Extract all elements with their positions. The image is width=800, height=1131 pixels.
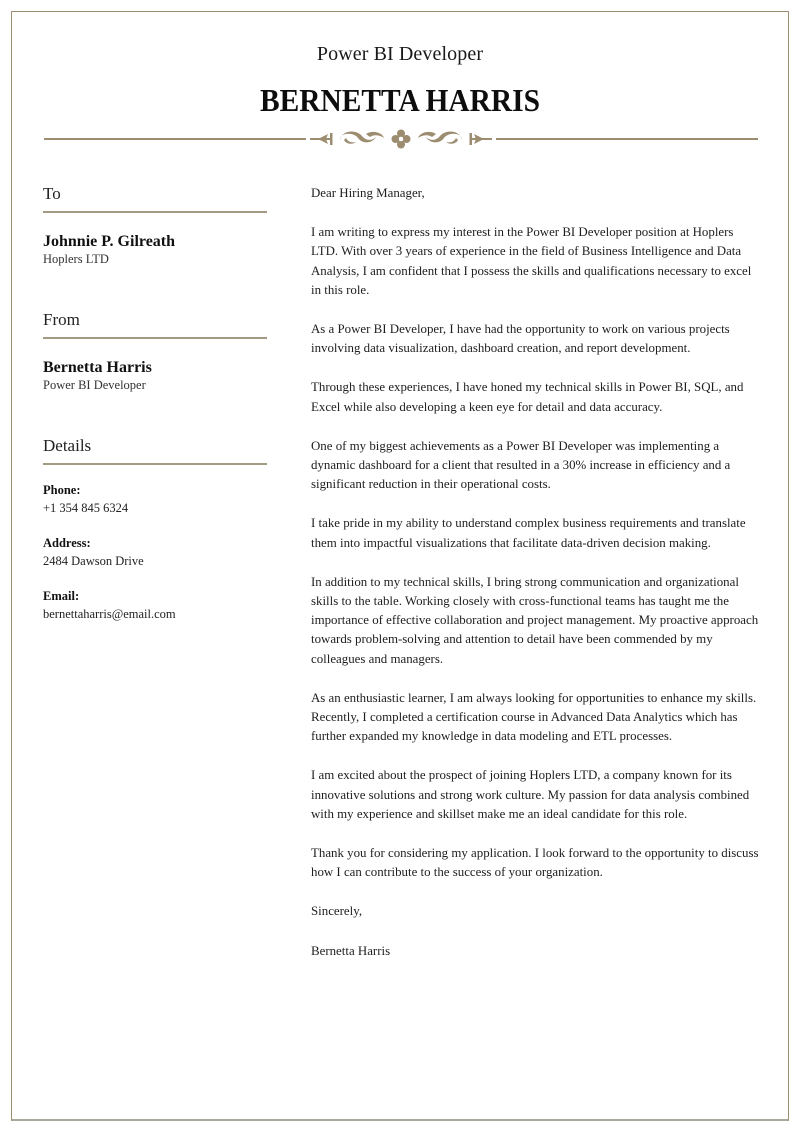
detail-label: Email: (43, 589, 80, 603)
flourish-divider-icon (310, 128, 492, 150)
recipient-section (43, 184, 267, 268)
letter-paragraph: I am writing to express my interest in the Power BI Developer position at Hoplers LTD. With over 3 years of experience in the field of Business Intelligence and Data Analysis, I am confident that I possess the skills and qualifications necessary to excel in this role. (311, 225, 752, 297)
email-value: bernettaharris@email.com (43, 607, 176, 621)
section-heading-to: To (43, 184, 267, 213)
letter-paragraph: As an enthusiastic learner, I am always looking for opportunities to enhance my skills. Recently, I completed a certification course in Advanced Data Analytics which has further expanded my knowledge in data modeling and ETL processes. (311, 690, 757, 744)
sender-name: Bernetta Harris (43, 359, 152, 376)
address-value: 2484 Dawson Drive (43, 554, 144, 568)
letter-closing: Sincerely, (311, 904, 363, 919)
letter-paragraph: Thank you for considering my application. I look forward to the opportunity to discuss how I can contribute to the success of your organization. (311, 846, 759, 880)
detail-phone (43, 481, 267, 518)
detail-label: Phone: (43, 483, 81, 497)
applicant-name: BERNETTA HARRIS (259, 82, 541, 118)
detail-address (43, 534, 267, 571)
letter-paragraph: One of my biggest achievements as a Power BI Developer was implementing a dynamic dashboard for a client that resulted in a 30% increase in efficiency and a significant reduction in their operational costs. (311, 438, 731, 492)
section-heading-from: From (43, 310, 267, 339)
phone-value: +1 354 845 6324 (43, 501, 129, 515)
letter-paragraph: As a Power BI Developer, I have had the opportunity to work on various projects involving data visualization, dashboard creation, and report development. (311, 322, 730, 356)
recipient-name: Johnnie P. Gilreath (43, 233, 176, 250)
recipient-company: Hoplers LTD (43, 252, 109, 266)
letter-signature: Bernetta Harris (311, 943, 391, 958)
divider-line-left (44, 138, 306, 140)
divider-line-right (496, 138, 758, 140)
letter-greeting: Dear Hiring Manager, (311, 186, 425, 200)
sender-title: Power BI Developer (43, 378, 146, 392)
sender-section (43, 310, 267, 394)
letter-paragraph: In addition to my technical skills, I bring strong communication and organizational skills to the table. Working closely with cross-functional teams has taught me the importance of effective collaboration and project management. My proactive approach towards problem-solving and attention to detail have been commended by my colleagues and managers. (311, 574, 759, 666)
sidebar (43, 184, 267, 624)
section-heading-details: Details (43, 436, 267, 465)
letter-paragraph: I am excited about the prospect of joining Hoplers LTD, a company known for its innovative solutions and strong work culture. My passion for data analysis combined with my experience and skillset make me an ideal candidate for this role. (311, 768, 750, 821)
letter-paragraph: Through these experiences, I have honed my technical skills in Power BI, SQL, and Excel while also developing a keen eye for detail and data accuracy. (311, 380, 744, 414)
detail-email (43, 587, 267, 624)
letter-paragraph: I take pride in my ability to understand complex business requirements and translate them into impactful visualizations that facilitate data-driven decision making. (311, 516, 746, 550)
job-title: Power BI Developer (316, 43, 484, 65)
details-section (43, 436, 267, 624)
detail-label: Address: (43, 536, 91, 550)
header-divider (44, 128, 758, 150)
letter-body (311, 184, 761, 981)
